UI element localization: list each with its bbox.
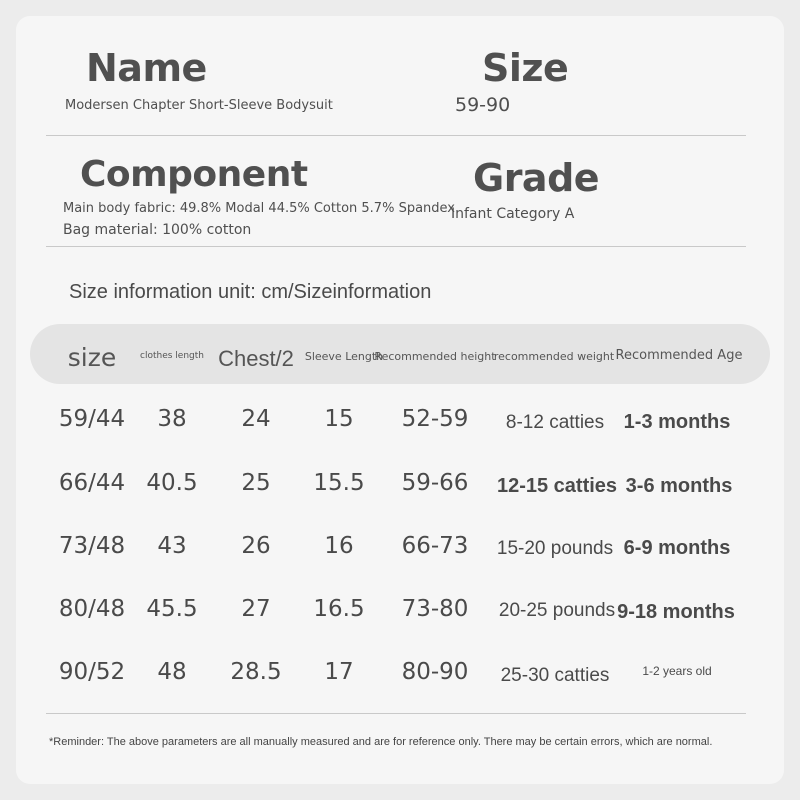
divider [46, 135, 746, 136]
table-cell: 28.5 [230, 659, 282, 685]
table-cell: 8-12 catties [505, 412, 605, 433]
table-cell: 27 [241, 596, 271, 622]
table-cell: 90/52 [58, 659, 126, 685]
table-cell: 66/44 [58, 470, 126, 496]
table-cell: 15 [324, 406, 354, 432]
product-name: Modersen Chapter Short-Sleeve Bodysuit [65, 98, 333, 113]
table-cell: 43 [157, 533, 187, 559]
table-cell: 17 [324, 659, 354, 685]
table-cell: 40.5 [146, 470, 198, 496]
table-cell: 59-66 [401, 470, 469, 496]
size-heading: Size [482, 46, 569, 90]
table-cell: 6-9 months [623, 537, 731, 559]
divider [46, 713, 746, 714]
header-recommended-weight: recommended weight [493, 350, 615, 363]
table-cell: 12-15 catties [496, 475, 618, 497]
component-bag-material: Bag material: 100% cotton [63, 222, 252, 238]
table-cell: 73-80 [401, 596, 469, 622]
table-cell: 45.5 [146, 596, 198, 622]
table-cell: 15-20 pounds [496, 538, 614, 559]
table-cell: 73/48 [58, 533, 126, 559]
table-cell: 24 [241, 406, 271, 432]
grade-heading: Grade [473, 156, 600, 200]
table-cell: 25-30 catties [500, 665, 610, 686]
table-cell: 20-25 pounds [498, 600, 616, 621]
header-size: size [67, 343, 117, 372]
component-main-fabric: Main body fabric: 49.8% Modal 44.5% Cotton 5.7% Spandex [63, 201, 455, 216]
table-cell: 48 [157, 659, 187, 685]
header-chest: Chest/2 [218, 346, 294, 371]
table-cell: 1-3 months [623, 411, 731, 433]
size-range: 59-90 [455, 94, 511, 116]
table-cell: 26 [241, 533, 271, 559]
size-info-title: Size information unit: cm/Sizeinformation [69, 281, 432, 303]
table-cell: 16.5 [313, 596, 365, 622]
table-cell: 80-90 [401, 659, 469, 685]
header-sleeve-length: Sleeve Length [304, 350, 384, 363]
grade-value: Infant Category A [451, 206, 575, 222]
table-cell: 66-73 [401, 533, 469, 559]
header-clothes-length: clothes length [140, 351, 204, 361]
table-cell: 3-6 months [625, 475, 733, 497]
component-heading: Component [80, 154, 308, 195]
table-cell: 38 [157, 406, 187, 432]
table-cell: 80/48 [58, 596, 126, 622]
header-recommended-height: Recommended height [374, 350, 496, 363]
table-cell: 16 [324, 533, 354, 559]
table-cell: 25 [241, 470, 271, 496]
table-cell: 9-18 months [617, 601, 735, 623]
table-cell: 52-59 [401, 406, 469, 432]
table-cell: 59/44 [58, 406, 126, 432]
header-recommended-age: Recommended Age [615, 348, 743, 363]
reminder-note: *Reminder: The above parameters are all manually measured and are for reference only. There may be certain errors, which are normal. [49, 736, 713, 748]
divider [46, 246, 746, 247]
name-heading: Name [86, 46, 207, 90]
table-cell: 15.5 [313, 470, 365, 496]
table-cell: 1-2 years old [642, 664, 712, 678]
